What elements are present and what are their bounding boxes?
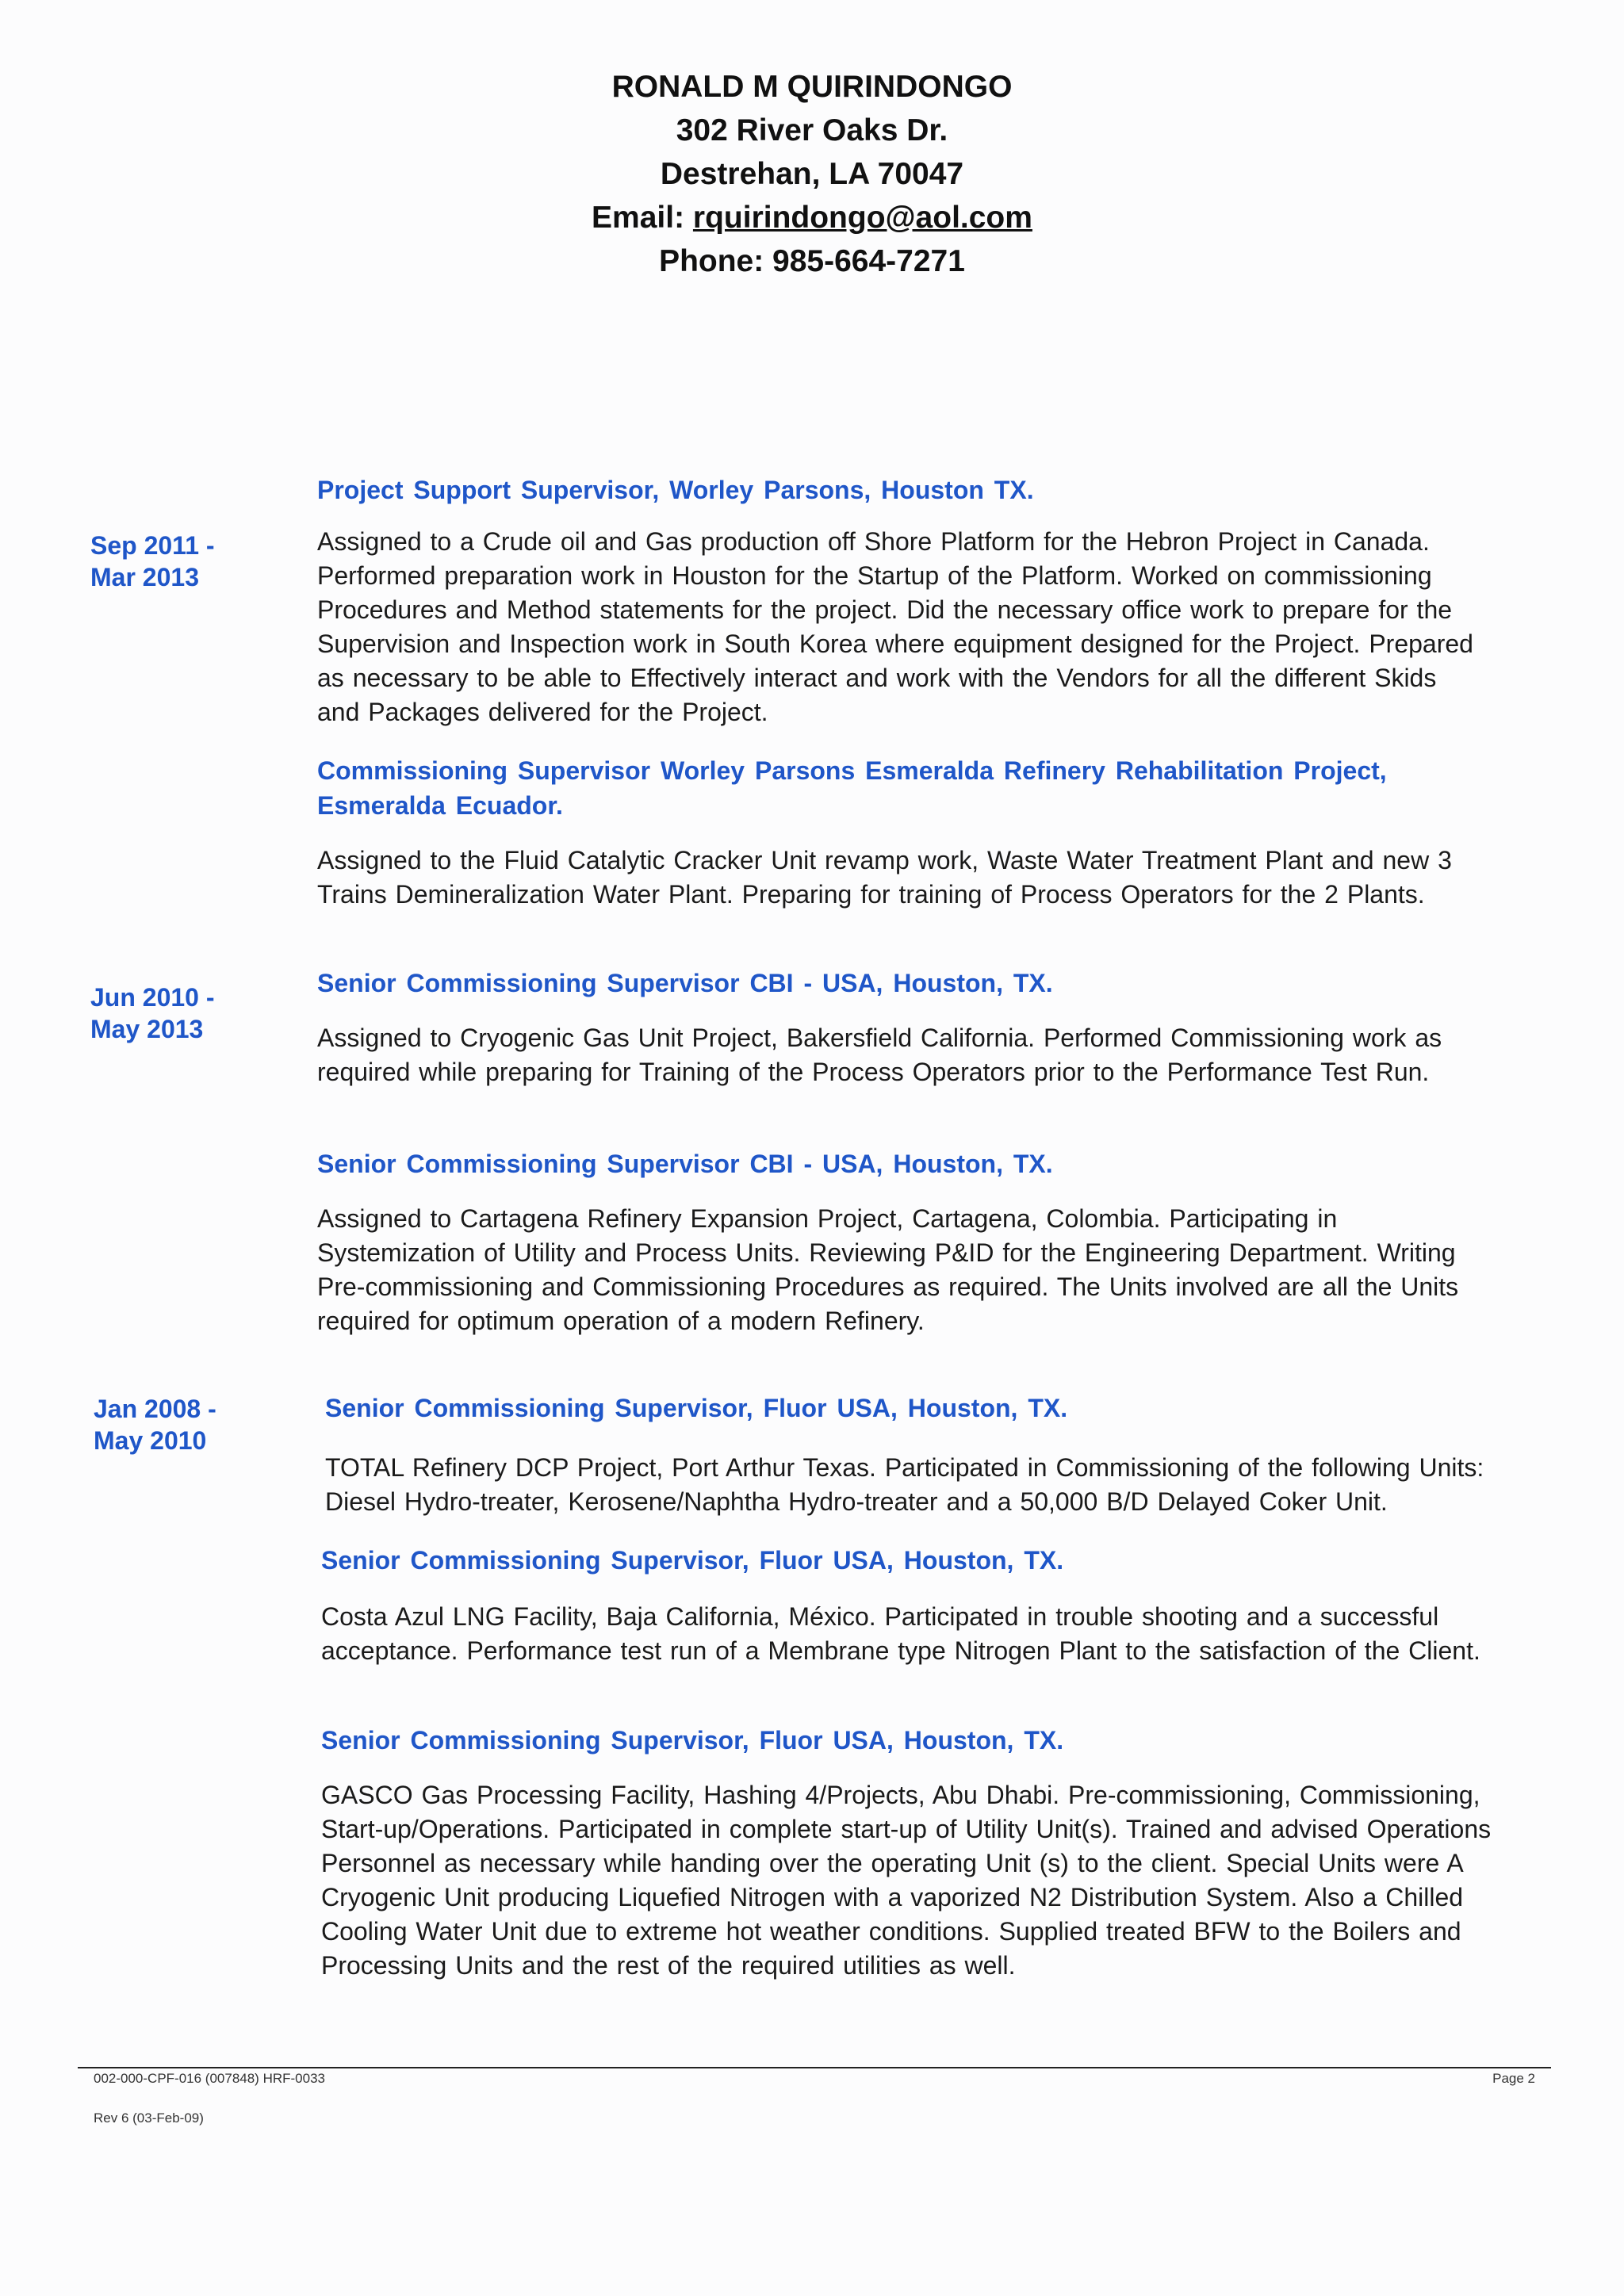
- job-description: Assigned to Cryogenic Gas Unit Project, Bakersfield California. Performed Commissioning work as required while preparing for Training of the Process Operators prior to the Performance Test Run.: [317, 1024, 1442, 1086]
- date-start: Jan 2008 -: [94, 1395, 216, 1423]
- job-title: Project Support Supervisor, Worley Parsons, Houston TX.: [317, 476, 1034, 504]
- resume-header: [0, 65, 1624, 283]
- job-entry-6: [321, 1543, 1558, 1668]
- email-label: Email:: [592, 201, 693, 235]
- date-end: May 2010: [94, 1426, 207, 1455]
- job-description: Assigned to Cartagena Refinery Expansion Project, Cartagena, Colombia. Participating in Systemization of Utility and Process Units. Reviewing P&ID for the Engineering Department. Writing Pre-commissioning and Commissioning Procedures as required. The Units involved are all the Units required for optimum operation of a modern Refinery.: [317, 1204, 1459, 1335]
- date-end: Mar 2013: [90, 563, 199, 591]
- email-link[interactable]: rquirindongo@aol.com: [692, 201, 1032, 235]
- footer-divider: [78, 2067, 1551, 2068]
- job-description: Costa Azul LNG Facility, Baja California, México. Participated in trouble shooting and a successful acceptance. Performance test run of a Membrane type Nitrogen Plant to the satisfaction of the Client.: [321, 1602, 1480, 1665]
- job-entry-7: [321, 1723, 1558, 1983]
- job-entry-5: [325, 1391, 1562, 1519]
- date-start: Jun 2010 -: [90, 983, 215, 1012]
- job-title: Senior Commissioning Supervisor, Fluor USA, Houston, TX.: [325, 1394, 1068, 1422]
- footer-page-number: Page 2: [1492, 2071, 1535, 2086]
- job-entry-1: [317, 473, 1554, 729]
- date-end: May 2013: [90, 1015, 204, 1043]
- footer-revision: Rev 6 (03-Feb-09): [94, 2110, 204, 2126]
- job-title: Commissioning Supervisor Worley Parsons Esmeralda Refinery Rehabilitation Project, Esmeralda Ecuador.: [317, 756, 1387, 820]
- job-entry-4: [317, 1146, 1554, 1338]
- street-address: 302 River Oaks Dr.: [676, 113, 948, 147]
- footer-doc-code: 002-000-CPF-016 (007848) HRF-0033: [94, 2071, 325, 2086]
- date-start: Sep 2011 -: [90, 531, 215, 560]
- job-entry-3: [317, 966, 1554, 1089]
- date-range-1: [90, 530, 215, 593]
- email-line: [0, 196, 1624, 239]
- job-description: Assigned to a Crude oil and Gas production off Shore Platform for the Hebron Project in Canada. Performed preparation work in Houston for the Startup of the Platform. Worked on commissioning Procedures and Method statements for the project. Did the necessary office work to prepare for the Supervision and Inspection work in South Korea where equipment designed for the Project. Prepared as necessary to be able to Effectively interact and work with the Vendors for all the different Skids and Packages delivered for the Project.: [317, 527, 1473, 726]
- job-title: Senior Commissioning Supervisor, Fluor USA, Houston, TX.: [321, 1546, 1064, 1575]
- city-state-zip: Destrehan, LA 70047: [660, 157, 964, 191]
- phone-line: Phone: 985-664-7271: [659, 244, 965, 278]
- job-title: Senior Commissioning Supervisor CBI - USA, Houston, TX.: [317, 969, 1053, 997]
- job-entry-2: [317, 753, 1554, 912]
- job-description: TOTAL Refinery DCP Project, Port Arthur Texas. Participated in Commissioning of the following Units: Diesel Hydro-treater, Kerosene/Naphtha Hydro-treater and a 50,000 B/D Delayed Coker Unit.: [325, 1453, 1484, 1516]
- date-range-2: [90, 982, 215, 1045]
- date-range-3: [94, 1393, 216, 1456]
- job-title: Senior Commissioning Supervisor CBI - USA, Houston, TX.: [317, 1150, 1053, 1178]
- job-title: Senior Commissioning Supervisor, Fluor USA, Houston, TX.: [321, 1726, 1064, 1755]
- job-description: Assigned to the Fluid Catalytic Cracker Unit revamp work, Waste Water Treatment Plant and new 3 Trains Demineralization Water Plant. Preparing for training of Process Operators for the 2 Plants.: [317, 846, 1452, 909]
- job-description: GASCO Gas Processing Facility, Hashing 4/Projects, Abu Dhabi. Pre-commissioning, Commissioning, Start-up/Operations. Participated in complete start-up of Utility Unit(s). Trained and advised Operations Personnel as necessary while handing over the operating Unit (s) to the client. Special Units were A Cryogenic Unit producing Liquefied Nitrogen with a vaporized N2 Distribution System. Also a Chilled Cooling Water Unit due to extreme hot weather conditions. Supplied treated BFW to the Boilers and Processing Units and the rest of the required utilities as well.: [321, 1781, 1492, 1980]
- candidate-name: RONALD M QUIRINDONGO: [611, 70, 1013, 104]
